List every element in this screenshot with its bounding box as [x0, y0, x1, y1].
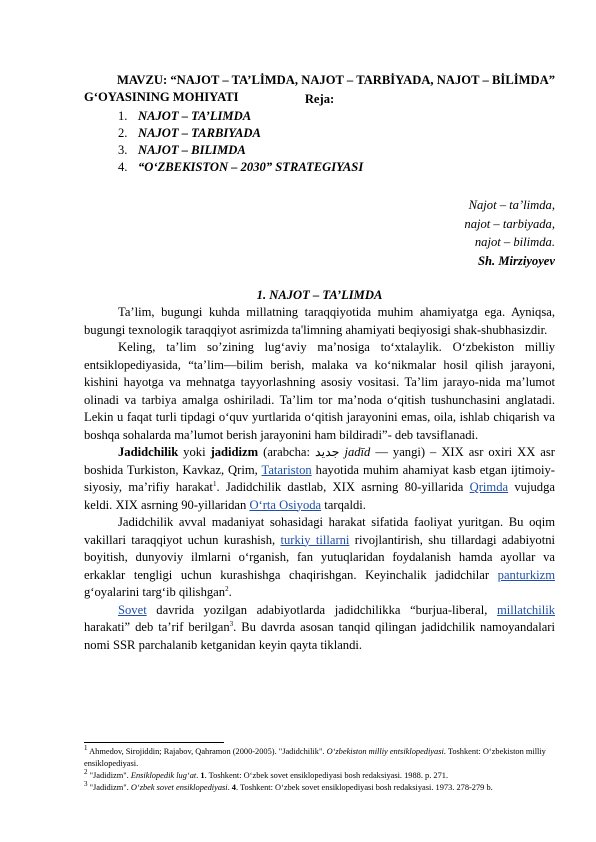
epigraph-line: najot – tarbiyada,: [464, 216, 555, 231]
epigraph-line: Najot – ta’limda,: [468, 198, 555, 212]
section-heading: 1. NAJOT – TA’LIMDA: [256, 288, 383, 302]
plan-item: 4. “O‘ZBEKISTON – 2030” STRATEGIYASI: [118, 160, 364, 174]
epigraph-line: najot – bilimda.: [474, 235, 555, 249]
link-tatariston[interactable]: Tatariston: [261, 462, 312, 477]
link-millatchilik[interactable]: millatchilik: [496, 602, 555, 617]
link-panturkizm[interactable]: panturkizm: [497, 567, 555, 582]
footnote-ref[interactable]: 1: [212, 479, 217, 488]
paragraph: Ta’lim, bugungi kuhda millatning taraqqiyotida muhim ahamiyatga ega. Ayniqsa, bugungi texnologik taraqqiyot asrimizda ta'limning ahamiyati beqiyosigi shak-shubhasizdir.: [84, 305, 555, 337]
plan-heading: Reja:: [304, 92, 335, 106]
plan-item: 1. NAJOT – TA’LIMDA: [118, 109, 252, 123]
footnote: $^3$ "Jadidizm". O‘zbek sovet ensiklopediyasi. 4. Toshkent: O‘zbek sovet ensiklopediyasi bosh redaksiyasi. 1973. 278-279 b.: [84, 780, 493, 792]
link-sovet[interactable]: Sovet: [118, 602, 147, 617]
epigraph: [305, 196, 555, 270]
footnote: $^1$ Ahmedov, Sirojiddin; Rajabov, Qahramon (2000-2005). "Jadidchilik". O‘zbekiston milliy entsiklopediyasi. Toshkent: O‘zbekiston milliy ensiklopediyasi.: [84, 744, 546, 768]
footnote-ref[interactable]: 3: [229, 619, 234, 628]
paragraph: Sovet davrida yozilgan adabiyotlarda jadidchilikka “burjua-liberal, millatchilik harakati” deb ta’rif berilgan$^3$. Bu davrda asosan tanqid qilingan jadidchilik namoyandalari nomi SSR parchalanib ketganidan keyin qayta tiklandi.: [84, 602, 555, 652]
paragraph: Jadidchilik yoki jadidizm (arabcha: جديد jadīd — yangi) – XIX asr oxiri XX asr boshida Turkiston, Kavkaz, Qrim, Tatariston hayotida muhim ahamiyat kasb etgan ijtimoiy-siyosiy, ma’rifiy harakat$^1$. Jadidchilik dastlab, XIX asrning 80-yillarida Qrimda vujudga keldi. XIX asrning 90-yillaridan O‘rta Osiyoda tarqaldi.: [84, 445, 555, 512]
plan-item: 3. NAJOT – BILIMDA: [118, 143, 246, 157]
footnote-ref[interactable]: 2: [225, 584, 229, 593]
paragraph: Keling, ta’lim so’zining lug‘aviy ma’nosiga to‘xtalaylik. O‘zbekiston milliy entsiklopediyasida, “ta’lim—bilim berish, malaka va ko‘nikmalar hosil qilish jarayoni, kishini hayotga va mehnatga tayyorlashning asosiy vositasi. Ta’lim jarayo-nida ma’lumot olinadi va tarbiya amalga oshiriladi. Ta’lim tor ma’noda o‘qitish tushunchasini anglatadi. Lekin u faqat turli tipdagi o‘quv yurtlarida o‘qitish jarayonini emas, oila, ishlab chiqarish va boshqa sohalarda ma’lumot berish jarayonini ham bildiradi”- deb tavsiflanadi.: [84, 340, 555, 442]
link-qrimda[interactable]: Qrimda: [469, 480, 509, 494]
footnote: $^2$ "Jadidizm". Ensiklopedik lug‘at. 1. Toshkent: O‘zbek sovet ensiklopediyasi bosh redaksiyasi. 1988. p. 271.: [84, 768, 449, 780]
page-title: MAVZU: “NAJOT – TA’LİMDA, NAJOT – TARBİYADA, NAJOT – BİLİMDA” G‘OYASINING MOHIYATI: [84, 73, 555, 104]
epigraph-author: Sh. Mirziyoyev: [478, 253, 555, 268]
plan-item: 2. NAJOT – TARBIYADA: [118, 126, 261, 140]
body-text: [84, 304, 555, 654]
footnotes: [84, 746, 555, 794]
paragraph: Jadidchilik avval madaniyat sohasidagi harakat sifatida faoliyat yuritgan. Bu oqim vakillari taraqqiyot uchun kurashish, turkiy tillarni rivojlantirish, shu tillardagi adabiyotni boyitish, dunyoviy ilmlarni o‘rganish, fan yutuqlaridan foydalanish hamda ayollar va erkaklar tengligi uchun kurashishga chaqirishgan. Keyinchalik jadidchilar panturkizm g‘oyalarini targ‘ib qilishgan$^2$.: [84, 515, 556, 599]
link-turkiy-tillarni[interactable]: turkiy tillarni: [280, 532, 350, 547]
footnote-divider: [84, 742, 224, 743]
plan-list: [118, 108, 548, 176]
link-orta-osiyoda[interactable]: O‘rta Osiyoda: [249, 497, 322, 512]
